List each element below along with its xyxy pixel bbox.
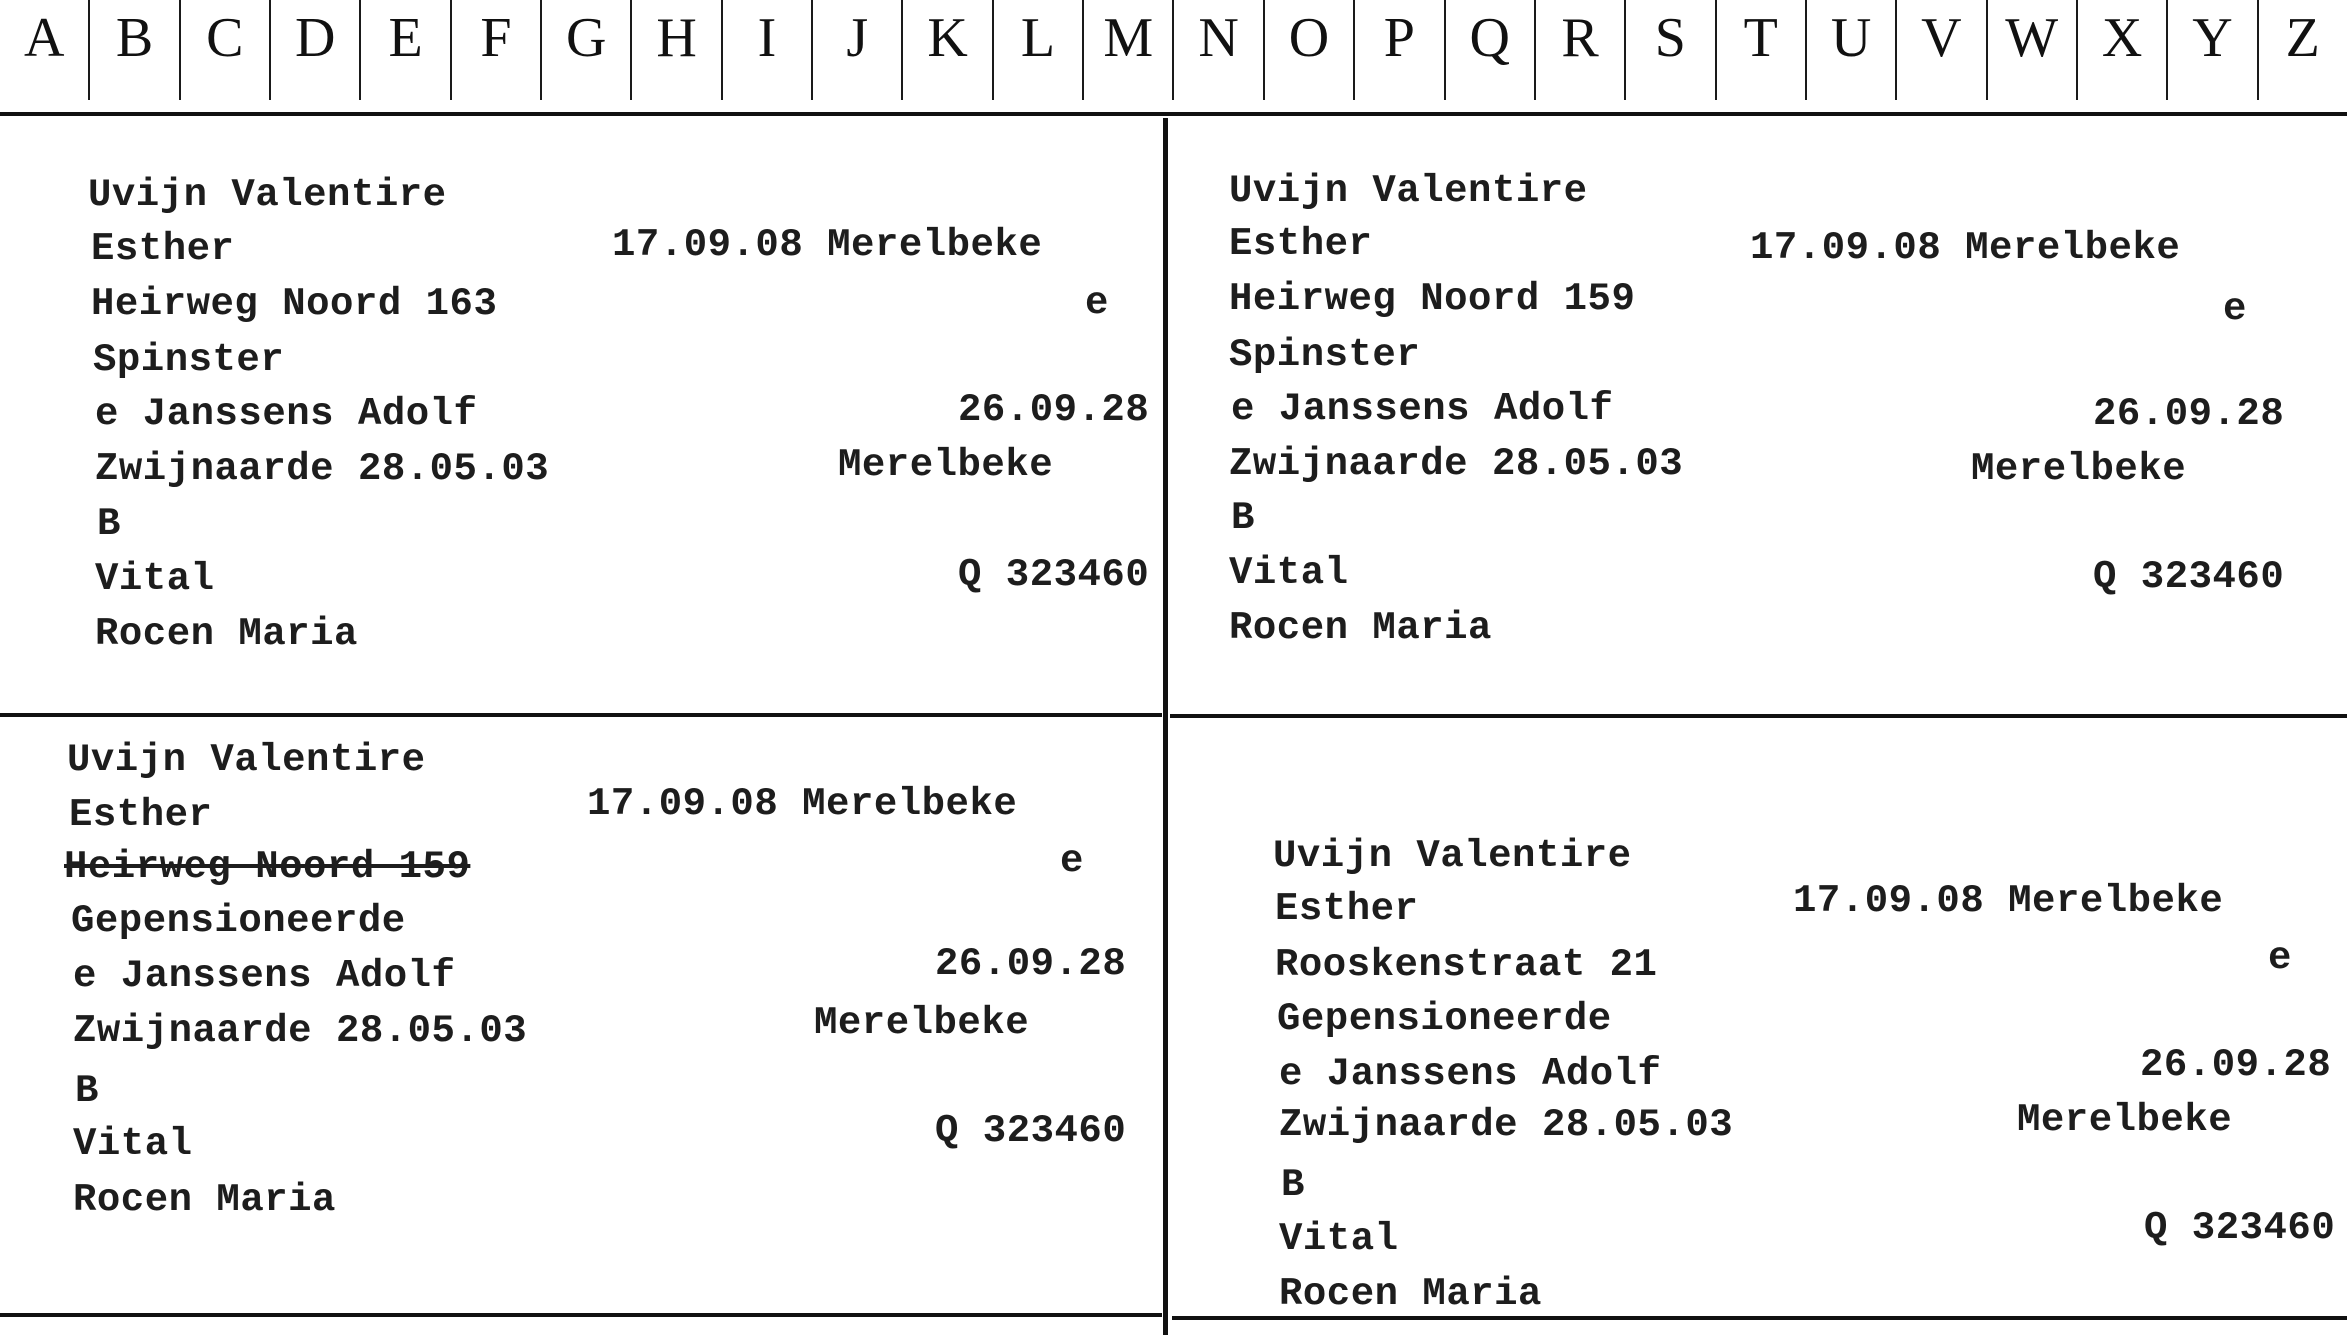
card-father: Vital [1229,551,1349,595]
card-father: Vital [1279,1217,1399,1261]
alphabet-letter: M [1103,7,1154,69]
card-spouse-birth: Zwijnaarde 28.05.03 [95,447,550,491]
card-spouse: e Janssens Adolf [95,392,478,436]
card-code: B [97,502,121,546]
card-status-mark: e [1085,281,1109,325]
alphabet-tab-h[interactable] [632,0,722,100]
alphabet-letter: V [1921,7,1962,69]
card-surname: Uvijn Valentire [1229,169,1588,213]
alphabet-tab-l[interactable] [994,0,1084,100]
bottom-rule-right [1172,1316,2347,1320]
alphabet-tab-u[interactable] [1807,0,1897,100]
alphabet-tab-n[interactable] [1174,0,1264,100]
card-marriage-date: 26.09.28 [2093,392,2285,436]
alphabet-tab-m[interactable] [1084,0,1174,100]
alphabet-letter: U [1830,7,1872,69]
card-code: B [75,1069,99,1113]
card-number: Q 323460 [2093,555,2285,599]
card-spouse-birth: Zwijnaarde 28.05.03 [1279,1103,1734,1147]
alphabet-tab-y[interactable] [2168,0,2258,100]
card-first-name: Esther [1275,887,1419,931]
alphabet-letter: N [1198,7,1239,69]
bottom-rule-left [0,1313,1162,1317]
card-birth: 17.09.08 Merelbeke [587,782,1018,826]
card-spouse: e Janssens Adolf [1279,1052,1662,1096]
card-mother: Rocen Maria [95,612,358,656]
alphabet-tab-o[interactable] [1265,0,1355,100]
alphabet-letter: O [1288,7,1330,69]
card-address-struck-out: Heirweg Noord 159 [64,845,471,889]
card-surname: Uvijn Valentire [88,173,447,217]
card-marriage-place: Merelbeke [838,443,1054,487]
card-spouse-birth: Zwijnaarde 28.05.03 [1229,442,1684,486]
card-number: Q 323460 [935,1109,1127,1153]
alphabet-letter: P [1383,7,1415,69]
alphabet-tab-e[interactable] [361,0,451,100]
alphabet-tab-w[interactable] [1988,0,2078,100]
horizontal-card-divider-left [0,713,1162,717]
vertical-card-divider [1163,118,1168,1335]
alphabet-tab-c[interactable] [181,0,271,100]
card-address: Rooskenstraat 21 [1275,943,1658,987]
alphabet-letter: Q [1469,7,1510,69]
alphabet-tab-v[interactable] [1897,0,1987,100]
alphabet-tab-z[interactable] [2259,0,2347,100]
card-occupation: Gepensioneerde [71,899,406,943]
alphabet-letter: B [115,7,154,69]
alphabet-letter: C [206,7,244,69]
card-spouse-birth: Zwijnaarde 28.05.03 [73,1009,528,1053]
alphabet-letter: F [480,7,512,69]
card-birth: 17.09.08 Merelbeke [1750,226,2181,270]
card-mother: Rocen Maria [1229,606,1492,650]
card-address: Heirweg Noord 163 [91,282,498,326]
alphabet-index-bar [0,0,2347,118]
card-status-mark: e [2223,287,2247,331]
card-surname: Uvijn Valentire [67,738,426,782]
card-birth: 17.09.08 Merelbeke [612,223,1043,267]
alphabet-letter: J [846,7,869,69]
alphabet-letter: H [656,7,697,69]
card-marriage-place: Merelbeke [814,1001,1030,1045]
card-occupation: Spinster [1229,333,1421,377]
card-first-name: Esther [1229,222,1373,266]
card-marriage-date: 26.09.28 [935,942,1127,986]
alphabet-tab-i[interactable] [723,0,813,100]
alphabet-letter: A [23,7,65,69]
alphabet-letter: E [388,7,423,69]
card-occupation: Spinster [93,338,285,382]
alphabet-letter: G [566,7,607,69]
card-code: B [1231,496,1255,540]
card-father: Vital [95,557,215,601]
alphabet-tab-j[interactable] [813,0,903,100]
alphabet-letter: D [294,7,336,69]
alphabet-letter: T [1743,7,1778,69]
alphabet-letter: I [757,7,777,69]
card-mother: Rocen Maria [73,1178,336,1222]
card-number: Q 323460 [958,553,1150,597]
alphabet-letter: Z [2285,7,2320,69]
alphabet-letter: K [927,7,968,69]
alphabet-letter: W [2005,7,2059,69]
alphabet-index-row [0,0,2347,76]
card-number: Q 323460 [2144,1206,2336,1250]
card-spouse: e Janssens Adolf [1231,387,1614,431]
alphabet-index-rule [0,112,2347,116]
alphabet-tab-k[interactable] [903,0,993,100]
card-first-name: Esther [91,227,235,271]
card-occupation: Gepensioneerde [1277,997,1612,1041]
alphabet-tab-f[interactable] [452,0,542,100]
card-status-mark: e [1060,839,1084,883]
horizontal-card-divider-right [1170,714,2347,718]
card-spouse: e Janssens Adolf [73,954,456,998]
card-mother: Rocen Maria [1279,1272,1542,1316]
alphabet-tab-x[interactable] [2078,0,2168,100]
alphabet-tab-p[interactable] [1355,0,1445,100]
card-birth: 17.09.08 Merelbeke [1793,879,2224,923]
alphabet-letter: X [2101,7,2143,69]
card-status-mark: e [2268,936,2292,980]
card-address: Heirweg Noord 159 [1229,277,1636,321]
card-surname: Uvijn Valentire [1273,834,1632,878]
alphabet-tab-g[interactable] [542,0,632,100]
alphabet-tab-b[interactable] [90,0,180,100]
card-marriage-place: Merelbeke [2017,1098,2233,1142]
alphabet-letter: Y [2192,7,2233,69]
card-first-name: Esther [69,793,213,837]
alphabet-letter: L [1020,7,1056,69]
alphabet-tab-t[interactable] [1717,0,1807,100]
alphabet-tab-q[interactable] [1446,0,1536,100]
card-father: Vital [73,1122,193,1166]
card-marriage-place: Merelbeke [1971,447,2187,491]
alphabet-tab-r[interactable] [1536,0,1626,100]
card-marriage-date: 26.09.28 [958,388,1150,432]
card-marriage-date: 26.09.28 [2140,1043,2332,1087]
alphabet-tab-s[interactable] [1626,0,1716,100]
alphabet-tab-d[interactable] [271,0,361,100]
card-code: B [1281,1163,1305,1207]
alphabet-tab-a[interactable] [0,0,90,100]
alphabet-letter: R [1561,7,1599,69]
alphabet-letter: S [1654,7,1686,69]
